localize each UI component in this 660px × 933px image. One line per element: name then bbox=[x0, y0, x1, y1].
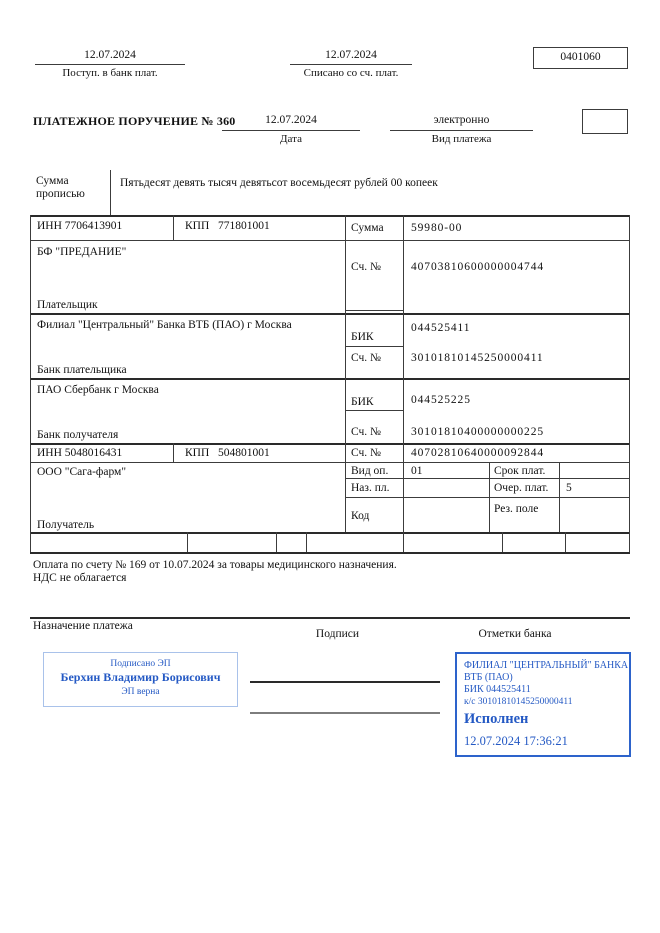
payer-bank-account: 30101810145250000411 bbox=[411, 352, 544, 364]
table-line bbox=[173, 215, 174, 240]
bank-stamp-status: Исполнен bbox=[464, 711, 529, 727]
bank-stamp-datetime: 12.07.2024 17:36:21 bbox=[464, 734, 568, 748]
signature-line-1 bbox=[250, 681, 440, 683]
bank-stamp-line4: к/с 30101810145250000411 bbox=[464, 697, 573, 707]
signatures-label: Подписи bbox=[315, 628, 360, 640]
vid-op-label: Вид оп. bbox=[351, 465, 389, 477]
table-line bbox=[559, 462, 560, 532]
received-date-underline bbox=[35, 64, 185, 65]
amount-words-label-line1: Сумма bbox=[36, 175, 69, 187]
sum-label: Сумма bbox=[351, 222, 384, 234]
payment-kind: электронно bbox=[433, 114, 490, 126]
ocher-plat-label: Очер. плат. bbox=[494, 482, 549, 494]
debited-date-underline bbox=[290, 64, 412, 65]
order-date: 12.07.2024 bbox=[265, 114, 317, 126]
payee-bank-label: Банк получателя bbox=[37, 429, 119, 441]
payee-inn: ИНН 5048016431 bbox=[37, 447, 123, 459]
payee-bank-account: 30101810400000000225 bbox=[411, 426, 544, 438]
payer-bank-name: Филиал "Центральный" Банка ВТБ (ПАО) г Москва bbox=[37, 319, 292, 331]
table-line bbox=[489, 462, 490, 532]
amount-words-divider bbox=[110, 170, 111, 215]
cell-line bbox=[345, 497, 630, 498]
debited-date-label: Списано со сч. плат. bbox=[303, 67, 399, 79]
payee-bank-name: ПАО Сбербанк г Москва bbox=[37, 384, 159, 396]
form-code-box bbox=[533, 47, 628, 69]
payee-bank-bik: 044525225 bbox=[411, 394, 471, 406]
cell-line bbox=[345, 346, 403, 347]
table-line bbox=[345, 215, 346, 532]
table-line bbox=[30, 313, 630, 315]
payee-kpp-label: КПП bbox=[185, 447, 210, 459]
payee-name: ООО "Сага-фарм" bbox=[37, 466, 127, 478]
bank-stamp-line3: БИК 044525411 bbox=[464, 684, 531, 695]
signature-stamp-top: Подписано ЭП bbox=[110, 659, 171, 669]
debited-date: 12.07.2024 bbox=[325, 49, 377, 61]
payer-inn: ИНН 7706413901 bbox=[37, 220, 123, 232]
table-line bbox=[30, 532, 630, 534]
order-date-underline bbox=[222, 130, 360, 131]
purpose-line1: Оплата по счету № 169 от 10.07.2024 за товары медицинского назначения. bbox=[33, 559, 397, 571]
table-line bbox=[173, 443, 174, 462]
bank-stamp bbox=[455, 652, 631, 757]
received-date: 12.07.2024 bbox=[84, 49, 136, 61]
bank-stamp-line2: ВТБ (ПАО) bbox=[464, 672, 513, 683]
cell-line bbox=[345, 410, 403, 411]
form-code: 0401060 bbox=[560, 51, 601, 63]
purpose-line2: НДС не облагается bbox=[33, 572, 127, 584]
payer-account-label: Сч. № bbox=[351, 261, 382, 273]
payment-kind-label: Вид платежа bbox=[431, 133, 492, 145]
payer-account: 40703810600000004744 bbox=[411, 261, 544, 273]
order-date-label: Дата bbox=[280, 133, 302, 145]
strip-divider bbox=[502, 532, 503, 552]
table-line bbox=[30, 215, 630, 217]
cell-line bbox=[345, 310, 403, 311]
table-line bbox=[30, 240, 630, 241]
payer-label: Плательщик bbox=[37, 299, 98, 311]
payee-label: Получатель bbox=[37, 519, 95, 531]
bank-stamp-line1: ФИЛИАЛ "ЦЕНТРАЛЬНЫЙ" БАНКА bbox=[464, 660, 629, 671]
strip-divider bbox=[276, 532, 277, 552]
payer-name: БФ "ПРЕДАНИЕ" bbox=[37, 246, 127, 258]
payee-kpp: 504801001 bbox=[218, 447, 270, 459]
strip-divider bbox=[306, 532, 307, 552]
page-title: ПЛАТЕЖНОЕ ПОРУЧЕНИЕ № 360 bbox=[33, 114, 236, 128]
table-line bbox=[30, 378, 630, 380]
naz-pl-label: Наз. пл. bbox=[351, 482, 390, 494]
ocher-plat-value: 5 bbox=[566, 482, 572, 494]
signature-stamp-name: Берхин Владимир Борисович bbox=[60, 670, 221, 684]
payee-bank-account-label: Сч. № bbox=[351, 426, 382, 438]
payment-kind-underline bbox=[390, 130, 533, 131]
purpose-label: Назначение платежа bbox=[33, 620, 133, 632]
payer-kpp-label: КПП bbox=[185, 220, 210, 232]
table-line bbox=[30, 617, 630, 619]
signature-stamp bbox=[43, 652, 238, 707]
payee-bank-bik-label: БИК bbox=[351, 396, 374, 408]
table-line bbox=[30, 552, 630, 554]
srok-plat-label: Срок плат. bbox=[494, 465, 546, 477]
vid-op-value: 01 bbox=[411, 465, 423, 477]
kod-label: Код bbox=[351, 510, 370, 522]
signature-line-2 bbox=[250, 712, 440, 714]
received-date-label: Поступ. в банк плат. bbox=[62, 67, 158, 79]
table-line bbox=[30, 462, 630, 463]
table-line bbox=[403, 215, 404, 532]
table-border-right bbox=[629, 215, 630, 552]
payer-bank-label: Банк плательщика bbox=[37, 364, 127, 376]
signature-stamp-bottom: ЭП верна bbox=[121, 687, 160, 697]
payee-account-label: Сч. № bbox=[351, 447, 382, 459]
bank-marks-label: Отметки банка bbox=[478, 628, 552, 640]
strip-divider bbox=[403, 532, 404, 552]
strip-divider bbox=[565, 532, 566, 552]
amount-words-text: Пятьдесят девять тысяч девятьсот восемьдесят рублей 00 копеек bbox=[120, 177, 438, 189]
reserve-box bbox=[582, 109, 628, 134]
payer-bank-account-label: Сч. № bbox=[351, 352, 382, 364]
table-border-left bbox=[30, 215, 31, 552]
table-line bbox=[30, 443, 630, 445]
amount-words-label-line2: прописью bbox=[36, 188, 85, 200]
rez-pole-label: Рез. поле bbox=[494, 503, 539, 515]
strip-divider bbox=[187, 532, 188, 552]
sum-value: 59980-00 bbox=[411, 222, 463, 234]
payer-bank-bik-label: БИК bbox=[351, 331, 374, 343]
payer-bank-bik: 044525411 bbox=[411, 322, 471, 334]
payee-account: 40702810640000092844 bbox=[411, 447, 544, 459]
payer-kpp: 771801001 bbox=[218, 220, 270, 232]
